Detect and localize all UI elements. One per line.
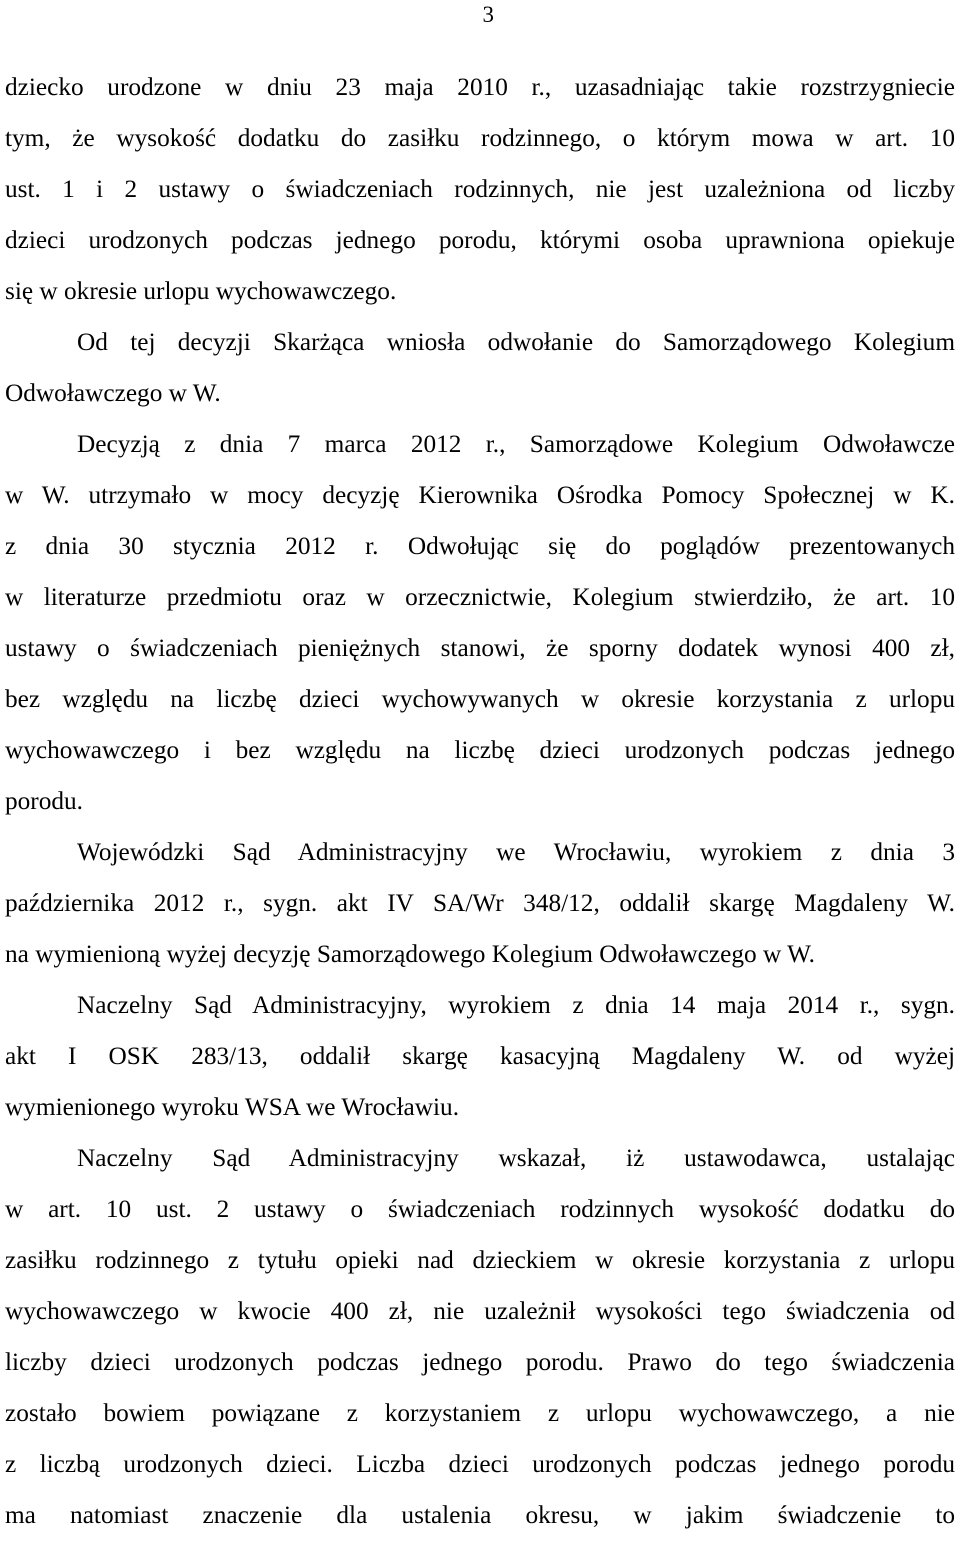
text-line: ust. 1 i 2 ustawy o świadczeniach rodzinnych, nie jest uzależniona od liczby xyxy=(5,175,955,203)
text-line: liczby dzieci urodzonych podczas jednego porodu. Prawo do tego świadczenia xyxy=(5,1348,955,1376)
text-line: z dnia 30 stycznia 2012 r. Odwołując się do poglądów prezentowanych xyxy=(5,532,955,560)
text-line: wymienionego wyroku WSA we Wrocławiu. xyxy=(5,1093,460,1121)
text-line: dzieci urodzonych podczas jednego porodu, którymi osoba uprawniona opiekuje xyxy=(5,226,955,254)
text-line: Naczelny Sąd Administracyjny, wyrokiem z dnia 14 maja 2014 r., sygn. xyxy=(77,991,955,1019)
text-line: na wymienioną wyżej decyzję Samorządowego Kolegium Odwoławczego w W. xyxy=(5,940,815,968)
text-line: akt I OSK 283/13, oddalił skargę kasacyjną Magdaleny W. od wyżej xyxy=(5,1042,955,1070)
text-line: wychowawczego i bez względu na liczbę dzieci urodzonych podczas jednego xyxy=(5,736,955,764)
text-line: Odwoławczego w W. xyxy=(5,379,221,407)
text-line: wychowawczego w kwocie 400 zł, nie uzależnił wysokości tego świadczenia od xyxy=(5,1297,955,1325)
text-line: w art. 10 ust. 2 ustawy o świadczeniach rodzinnych wysokość dodatku do xyxy=(5,1195,955,1223)
text-line: w W. utrzymało w mocy decyzję Kierownika Ośrodka Pomocy Społecznej w K. xyxy=(5,481,955,509)
text-line: bez względu na liczbę dzieci wychowywanych w okresie korzystania z urlopu xyxy=(5,685,955,713)
body-text xyxy=(5,62,955,1541)
text-line: w literaturze przedmiotu oraz w orzecznictwie, Kolegium stwierdziło, że art. 10 xyxy=(5,583,955,611)
text-line: października 2012 r., sygn. akt IV SA/Wr 348/12, oddalił skargę Magdaleny W. xyxy=(5,889,955,917)
text-line: porodu. xyxy=(5,787,83,815)
text-line: zostało bowiem powiązane z korzystaniem z urlopu wychowawczego, a nie xyxy=(5,1399,955,1427)
text-line: się w okresie urlopu wychowawczego. xyxy=(5,277,397,305)
text-line: Od tej decyzji Skarżąca wniosła odwołanie do Samorządowego Kolegium xyxy=(77,328,955,356)
page-number: 3 xyxy=(482,2,494,27)
text-line: dziecko urodzone w dniu 23 maja 2010 r., uzasadniając takie rozstrzygniecie xyxy=(5,73,955,101)
text-line: Decyzją z dnia 7 marca 2012 r., Samorządowe Kolegium Odwoławcze xyxy=(77,430,955,458)
text-line: z liczbą urodzonych dzieci. Liczba dzieci urodzonych podczas jednego porodu xyxy=(5,1450,955,1478)
text-line: Wojewódzki Sąd Administracyjny we Wrocławiu, wyrokiem z dnia 3 xyxy=(77,838,955,866)
text-line: ma natomiast znaczenie dla ustalenia okresu, w jakim świadczenie to xyxy=(5,1501,955,1529)
text-line: tym, że wysokość dodatku do zasiłku rodzinnego, o którym mowa w art. 10 xyxy=(5,124,955,152)
text-line: ustawy o świadczeniach pieniężnych stanowi, że sporny dodatek wynosi 400 zł, xyxy=(5,634,955,662)
text-line: zasiłku rodzinnego z tytułu opieki nad dzieckiem w okresie korzystania z urlopu xyxy=(5,1246,955,1274)
text-line: Naczelny Sąd Administracyjny wskazał, iż ustawodawca, ustalając xyxy=(77,1144,955,1172)
